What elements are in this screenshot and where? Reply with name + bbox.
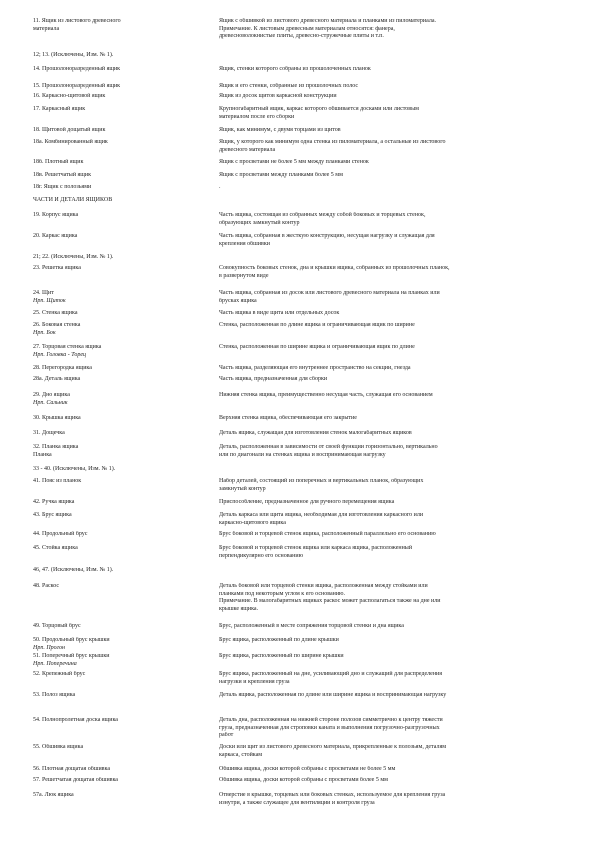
term-line: 56. Плотная дощатая обшивка [33, 766, 111, 772]
definition-line: Брус боковой и торцевой стенок ящика или каркаса ящика, расположенный [219, 545, 413, 551]
term-definition [219, 499, 569, 507]
term-line: 12; 13. (Исключены, Изм. № 1). [33, 52, 114, 58]
definition-line: Приспособление, предназначенное для ручного перемещения ящика [219, 499, 395, 505]
term-definition [219, 172, 569, 180]
term-line: 26. Боковая стенка [33, 322, 81, 328]
definition-line: Ящик и его стенки, собранные из прошолочных полос [219, 83, 359, 89]
definition-line: планками под некоторым углом к его основанию. [219, 590, 346, 597]
term-definition [219, 692, 569, 700]
term-line: 50. Продольный брус крышки [33, 637, 110, 643]
term-name [33, 512, 213, 520]
term-definition [219, 365, 569, 373]
term-name [33, 376, 213, 384]
definition-line: Часть ящика в виде щита или отдельных досок [219, 310, 340, 316]
term-name [33, 717, 213, 725]
definition-line: Совокупность боковых стенок, дна и крышки ящика, собранных из прошолочных планок, [219, 265, 450, 271]
term-line: 45. Стойка ящика [33, 545, 78, 551]
term-definition [219, 512, 569, 527]
term-definition [219, 478, 569, 493]
definition-line: Набор деталей, состоящий из поперечных и вертикальных планок, образующих [219, 478, 424, 484]
term-line: ЧАСТИ И ДЕТАЛИ ЯЩИКОВ [33, 197, 113, 203]
term-line: 55. Обшивка ящика [33, 744, 84, 750]
term-name [33, 692, 213, 700]
definition-line: работ [219, 732, 234, 738]
term-name [33, 52, 213, 60]
term-line: 33 - 40. (Исключены, Изм. № 1). [33, 466, 116, 472]
definition-line: Ящик, стенки которого собраны из прошолоченных планок [219, 66, 371, 72]
definition-line: Обшивка ящика, доски которой собраны с просветами более 5 мм [219, 777, 388, 783]
definition-line: Ящик с обшивкой из листового древесного материала и планками из пиломатериала. [219, 18, 436, 24]
term-name [33, 184, 213, 192]
term-name [33, 106, 213, 114]
term-line: 53. Полоз ящика [33, 692, 76, 698]
term-line: 25. Стенка ящика [33, 310, 78, 316]
term-name [33, 18, 213, 33]
term-name [33, 254, 213, 262]
definition-line: груза, предназначенная для строповки каната и выполнения погрузочно-разгрузочных [219, 724, 440, 731]
term-definition [219, 159, 569, 167]
term-line: 21; 22. (Исключены, Изм. № 1). [33, 254, 114, 260]
term-line: 48. Раскос [33, 583, 60, 589]
term-line: 11. Ящик из листового древесного [33, 18, 121, 24]
term-line: 42. Ручка ящика [33, 499, 75, 505]
definition-line: Нижняя стенка ящика, преимущественно несущая часть, служащая его основанием [219, 392, 433, 398]
term-name [33, 93, 213, 101]
term-name [33, 777, 213, 785]
term-name [33, 197, 213, 205]
term-name [33, 392, 213, 407]
term-definition [219, 392, 569, 400]
term-definition [219, 344, 569, 352]
term-line: 18в. Решетчатый ящик [33, 172, 92, 178]
term-line: 44. Продольный брус [33, 531, 88, 537]
term-definition [219, 83, 569, 91]
definition-line: Отверстие в крышке, торцевых или боковых стенках, используемое для крепления груза [219, 792, 446, 798]
term-name [33, 478, 213, 486]
term-definition [219, 671, 569, 686]
term-name [33, 66, 213, 74]
term-line: 30. Крышка ящика [33, 415, 81, 421]
definition-line: Брус, расположенный в месте сопряжения торцовой стенки и дна ящика [219, 623, 404, 629]
term-definition [219, 212, 569, 227]
term-line: Нрп. Прогон [33, 644, 65, 651]
term-line: 18. Щитовой дощатый ящик [33, 127, 106, 133]
term-name [33, 545, 213, 553]
term-definition [219, 653, 569, 661]
term-name [33, 671, 213, 679]
term-line: 57. Решетчатая дощатая обшивка [33, 777, 118, 783]
term-definition [219, 310, 569, 318]
definition-line: Брус боковой и торцевой стенок ящика, расположенный параллельно его основанию [219, 531, 436, 537]
term-line: 54. Полнопролетная доска ящика [33, 717, 118, 723]
definition-line: Часть ящика, собранная из досок или листового древесного материала на планках или [219, 290, 440, 296]
term-name [33, 212, 213, 220]
term-definition [219, 139, 569, 154]
definition-line: образующих замкнутый контур [219, 219, 300, 226]
term-name [33, 567, 213, 575]
definition-line: Ящик из досок щитов каркасной конструкции [219, 93, 337, 99]
term-name [33, 766, 213, 774]
term-definition [219, 265, 569, 280]
definition-line: древесноволокнистые плиты, древесно-стружечные плиты и т.п. [219, 33, 384, 39]
definition-line: брусках ящика [219, 297, 257, 304]
definition-line: Часть ящика, состоящая из собранных между собой боковых и торцевых стенок, [219, 212, 426, 218]
definition-line: Стенка, расположенная по длине ящика и ограничивающая ящик по ширине [219, 322, 415, 328]
definition-line: Деталь дна, расположенная на нижней стороне полозов симметрично к центру тяжести [219, 717, 443, 723]
term-definition [219, 184, 569, 192]
term-name [33, 415, 213, 423]
term-definition [219, 233, 569, 248]
term-definition [219, 127, 569, 135]
term-definition [219, 531, 569, 539]
term-name [33, 365, 213, 373]
term-name [33, 139, 213, 147]
term-line: 57а. Люк ящика [33, 792, 74, 798]
definition-line: Деталь, расположенная в зависимости от своей функции горизонтально, вертикально [219, 444, 438, 450]
term-line: 17. Каркасный ящик [33, 106, 86, 112]
term-name [33, 127, 213, 135]
definition-line: Деталь ящика, расположенная по длине или ширине ящика и воспринимающая нагрузку [219, 692, 447, 698]
definition-line: крепления обшивки [219, 240, 270, 247]
definition-line: Ящик с просветами между планками более 5 мм [219, 172, 343, 178]
term-line: 23. Решетка ящика [33, 265, 81, 271]
term-name [33, 265, 213, 273]
definition-line: нагрузки и крепления груза [219, 678, 290, 685]
definition-line: Деталь боковой или торцевой стенки ящика, расположенная между стойками или [219, 583, 428, 589]
term-definition [219, 415, 569, 423]
term-name [33, 623, 213, 631]
term-line: 32. Планка ящика [33, 444, 79, 450]
definition-line: крышке ящика. [219, 605, 259, 612]
term-line: материала [33, 25, 60, 32]
term-line: 41. Пояс из планок [33, 478, 82, 484]
definition-line: Ящик, как минимум, с двумя торцами из щитов [219, 127, 341, 133]
term-name [33, 792, 213, 800]
term-line: 29. Дно ящика [33, 392, 70, 398]
term-name [33, 233, 213, 241]
definition-line: в развернутом виде [219, 272, 269, 279]
term-name [33, 344, 213, 359]
definition-line: Обшивка ящика, доски которой собраны с просветами не более 5 мм [219, 766, 396, 772]
term-name [33, 83, 213, 91]
term-line: 51. Поперечный брус крышки [33, 653, 110, 659]
term-name [33, 744, 213, 752]
term-name [33, 430, 213, 438]
definition-line: Деталь каркаса или щита ящика, необходимая для изготовления каркасного или [219, 512, 424, 518]
term-line: 20. Каркас ящика [33, 233, 78, 239]
definition-line: . [219, 184, 221, 190]
definition-line: или по диагонали на стенках ящика и воспринимающая нагрузку [219, 451, 386, 458]
term-line: 28а. Деталь ящика [33, 376, 81, 382]
term-definition [219, 376, 569, 384]
term-definition [219, 717, 569, 740]
definition-line: Ящик с просветами не более 5 мм между планками стенок [219, 159, 369, 165]
term-line: 31. Дощечка [33, 430, 65, 436]
term-name [33, 531, 213, 539]
term-line: 46, 47. (Исключены, Изм. № 1). [33, 567, 114, 573]
term-definition [219, 444, 569, 459]
term-name [33, 444, 213, 459]
definition-line: Часть ящика, собранная в жесткую конструкцию, несущая нагрузку и служащая для [219, 233, 435, 239]
term-name [33, 653, 213, 668]
definition-line: Часть ящика, предназначенная для сборки [219, 376, 328, 382]
definition-line: замкнутый контур [219, 485, 266, 492]
term-definition [219, 430, 569, 438]
term-name [33, 310, 213, 318]
term-definition [219, 766, 569, 774]
term-name [33, 159, 213, 167]
term-line: 18а. Комбинированный ящик [33, 139, 108, 145]
term-name [33, 172, 213, 180]
term-definition [219, 322, 569, 330]
definition-line: древесного материала [219, 146, 276, 153]
definition-line: Брус ящика, расположенный по длине крышки [219, 637, 339, 643]
term-line: Нрп. Головка - Торец [33, 351, 87, 358]
definition-line: Брус ящика, расположенный по ширине крышки [219, 653, 344, 659]
term-definition [219, 623, 569, 631]
term-name [33, 499, 213, 507]
definition-line: Стенка, расположенная по ширине ящика и ограничивающая ящик по длине [219, 344, 415, 350]
term-name [33, 637, 213, 652]
definition-line: Крупногабаритный ящик, каркас которого обшивается досками или листовым [219, 106, 419, 112]
term-line: 27. Торцовая стенка ящика [33, 344, 102, 350]
term-line: Нрп. Сальник [33, 399, 68, 406]
term-line: 28. Перегородка ящика [33, 365, 92, 371]
definition-line: Ящик, у которого как минимум одна стенка из пиломатериала, а остальные из листового [219, 139, 446, 145]
definition-line: Брус ящика, расположенный на дне, усиливающий дно и служащий для распределения [219, 671, 443, 677]
term-line: 24. Щит [33, 290, 54, 296]
term-line: 52. Крепежный брус [33, 671, 86, 677]
term-definition [219, 637, 569, 645]
term-line: 18г. Ящик с полозьями [33, 184, 92, 190]
term-definition [219, 290, 569, 305]
definition-line: каркаса, стойкам [219, 751, 263, 758]
definition-line: каркасно-щитового ящика [219, 519, 286, 526]
term-line: 43. Брус ящика [33, 512, 72, 518]
term-name [33, 322, 213, 337]
definition-line: материалом после его сборки [219, 113, 295, 120]
term-line: 16. Каркасно-щитовой ящик [33, 93, 106, 99]
term-line: Нрп. Бок [33, 329, 56, 336]
term-definition [219, 66, 569, 74]
definition-line: Примечание. К листовым древесным материалам относятся: фанера, [219, 25, 395, 32]
term-definition [219, 106, 569, 121]
term-line: Нрп. Поперечина [33, 660, 77, 667]
definition-line: изнутри, а также служащее для вентиляции и контроля груза [219, 799, 375, 806]
definition-line: Часть ящика, разделяющая его внутреннее пространство на секции, гнезда [219, 365, 411, 371]
term-definition [219, 18, 569, 41]
definition-line: Деталь ящика, служащая для изготовления стенок малогабаритных ящиков [219, 430, 412, 436]
term-line: 14. Прошолоноразреденный ящик [33, 66, 121, 72]
definition-line: Примечание. В малогабаритных ящиках раскос может располагаться также на дне или [219, 598, 441, 604]
definition-line: перпендикулярно его основанию [219, 552, 304, 559]
term-definition [219, 777, 569, 785]
term-name [33, 466, 213, 474]
term-definition [219, 744, 569, 759]
definition-line: Верхняя стенка ящика, обеспечивающая его закрытие [219, 415, 357, 421]
term-definition [219, 545, 569, 560]
term-line: 15. Прошолоноразреденный ящик [33, 83, 121, 89]
term-line: Нрп. Щиток [33, 297, 66, 304]
term-definition [219, 792, 569, 807]
definition-line: Доски или щит из листового древесного материала, прикрепленные к полозьям, деталям [219, 744, 447, 750]
term-line: 19. Корпус ящика [33, 212, 79, 218]
term-line: 18б. Плотный ящик [33, 159, 84, 165]
term-name [33, 583, 213, 591]
term-name [33, 290, 213, 305]
term-line: 49. Торцовый брус [33, 623, 81, 629]
term-definition [219, 93, 569, 101]
term-definition [219, 583, 569, 613]
term-line: Планка [33, 451, 52, 458]
